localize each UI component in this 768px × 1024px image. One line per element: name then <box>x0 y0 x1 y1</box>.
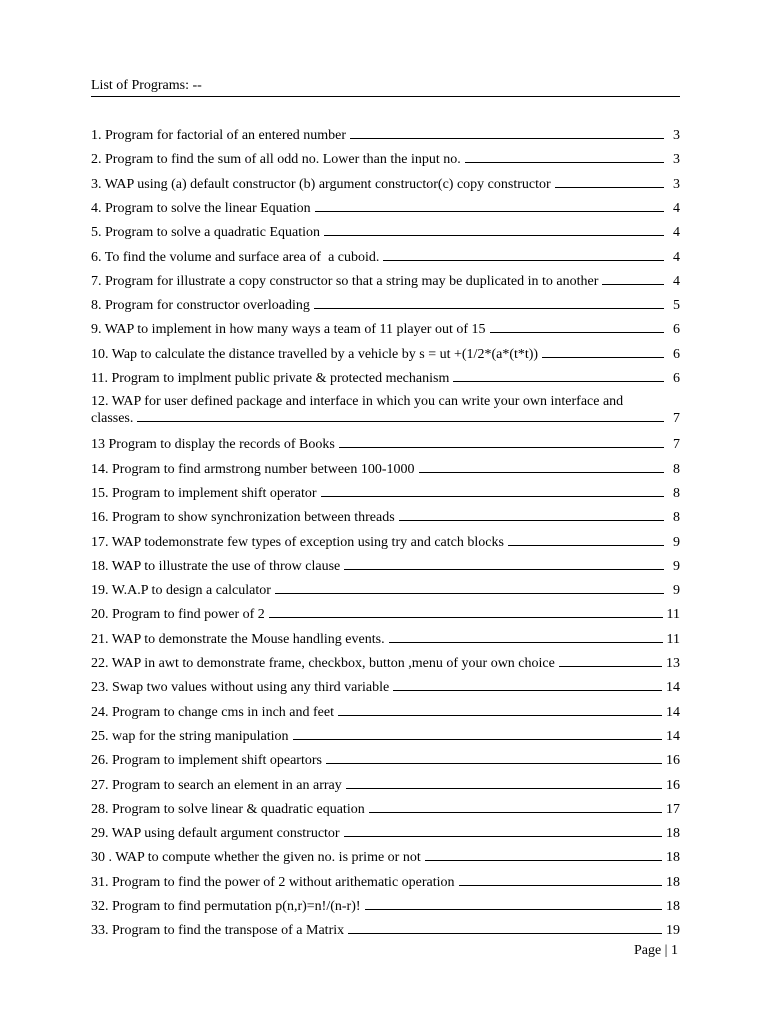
toc-entry-page: 8 <box>673 510 680 526</box>
toc-entry-page: 9 <box>673 534 680 550</box>
toc-entry <box>91 898 680 915</box>
toc-entry-page: 11 <box>666 631 680 647</box>
leader-line <box>559 655 662 667</box>
toc-entry-page: 9 <box>673 583 680 599</box>
leader-line <box>393 679 662 691</box>
toc-entry-title: 21. WAP to demonstrate the Mouse handling events. <box>91 631 385 647</box>
leader-line <box>324 224 664 236</box>
list-title: List of Programs: -- <box>91 78 202 93</box>
toc-entry-page: 3 <box>673 176 680 192</box>
leader-line <box>344 558 664 570</box>
leader-line <box>369 801 662 813</box>
toc-entry <box>91 752 680 769</box>
toc-entry-title: 23. Swap two values without using any third variable <box>91 680 390 696</box>
toc-entry <box>91 874 680 891</box>
toc-entry-page: 8 <box>673 461 680 477</box>
leader-line <box>490 321 664 333</box>
leader-line <box>399 509 664 521</box>
leader-line <box>389 631 663 643</box>
toc-entry-title: 28. Program to solve linear & quadratic equation <box>91 801 365 817</box>
toc-entry-title: 8. Program for constructor overloading <box>91 298 310 314</box>
leader-line <box>315 200 664 212</box>
leader-line <box>269 606 663 618</box>
leader-line <box>602 273 664 285</box>
toc-entry <box>91 922 680 939</box>
toc-entry-title: 17. WAP todemonstrate few types of exception using try and catch blocks <box>91 534 504 550</box>
toc-entry <box>91 582 680 599</box>
toc-entry-title: 3. WAP using (a) default constructor (b) argument constructor(c) copy constructor <box>91 176 551 192</box>
leader-line <box>465 151 664 163</box>
leader-line <box>314 297 664 309</box>
toc-entry <box>91 728 680 745</box>
toc-entry <box>91 777 680 794</box>
leader-line <box>365 898 662 910</box>
toc-entry <box>91 606 680 623</box>
toc-entry-page: 16 <box>666 753 680 769</box>
toc-entry <box>91 461 680 478</box>
toc-entry-title: 16. Program to show synchronization between threads <box>91 510 395 526</box>
toc-entry-title: 25. wap for the string manipulation <box>91 728 289 744</box>
toc-entry <box>91 704 680 721</box>
toc-entry-page: 5 <box>673 298 680 314</box>
toc-entry-title: 30 . WAP to compute whether the given no. is prime or not <box>91 850 421 866</box>
toc-entry <box>91 394 680 427</box>
toc-entry-title: 27. Program to search an element in an array <box>91 777 342 793</box>
leader-line <box>326 752 662 764</box>
leader-line <box>346 777 662 789</box>
toc-entry-title: 15. Program to implement shift operator <box>91 485 317 501</box>
page-footer <box>634 943 678 959</box>
leader-line <box>508 534 664 546</box>
leader-line <box>338 704 662 716</box>
toc-entry <box>91 321 680 338</box>
toc-entry <box>91 825 680 842</box>
toc-entry-page: 18 <box>666 874 680 890</box>
leader-line <box>350 127 664 139</box>
toc-entry <box>91 436 680 453</box>
toc-entry-page: 3 <box>673 152 680 168</box>
toc-entry-page: 4 <box>673 225 680 241</box>
toc-entry-page: 19 <box>666 923 680 939</box>
toc-entry-page: 7 <box>673 437 680 453</box>
leader-line <box>453 370 664 382</box>
leader-line <box>383 249 664 261</box>
toc-entry-title: 2. Program to find the sum of all odd no. Lower than the input no. <box>91 152 461 168</box>
toc-entry-title: 19. W.A.P to design a calculator <box>91 583 271 599</box>
toc-entry-page: 4 <box>673 249 680 265</box>
toc-entry-title: 24. Program to change cms in inch and feet <box>91 704 334 720</box>
toc-entry-title: 13 Program to display the records of Books <box>91 437 335 453</box>
toc-entry-title: 29. WAP using default argument constructor <box>91 826 340 842</box>
toc-entry-page: 14 <box>666 728 680 744</box>
toc-entry-page: 18 <box>666 899 680 914</box>
toc-entry-page: 14 <box>666 704 680 720</box>
toc-entry-page: 6 <box>673 346 680 362</box>
toc-entry-title: 1. Program for factorial of an entered number <box>91 128 347 143</box>
leader-line <box>542 346 664 358</box>
toc-entry-title: 11. Program to implment public private & protected mechanism <box>91 371 450 386</box>
toc-entry <box>91 558 680 575</box>
toc-entry <box>91 370 680 387</box>
toc-entry <box>91 151 680 168</box>
leader-line <box>293 728 662 740</box>
toc-entry-title: 7. Program for illustrate a copy constructor so that a string may be duplicated in to another <box>91 273 599 289</box>
toc-entry-title: 31. Program to find the power of 2 without arithematic operation <box>91 874 455 890</box>
toc-entry-title: 22. WAP in awt to demonstrate frame, checkbox, button ,menu of your own choice <box>91 656 555 671</box>
toc-entry-page: 7 <box>673 411 680 427</box>
toc-entry-title: 6. To find the volume and surface area of a cuboid. <box>91 249 380 265</box>
toc-entry-page: 6 <box>673 322 680 338</box>
toc-entry-title: 4. Program to solve the linear Equation <box>91 200 311 216</box>
toc-entry-title-line1: 12. WAP for user defined package and interface in which you can write your own interface and <box>91 394 624 410</box>
toc-entry-page: 18 <box>666 850 680 866</box>
leader-line <box>344 825 662 837</box>
toc-entry <box>91 801 680 818</box>
leader-line <box>137 410 664 422</box>
toc-entry <box>91 224 680 241</box>
leader-line <box>321 485 664 497</box>
toc-entry <box>91 631 680 648</box>
toc-entry-title: 26. Program to implement shift opeartors <box>91 753 322 769</box>
toc-entry-page: 4 <box>673 200 680 216</box>
toc-entry-page: 17 <box>666 801 680 817</box>
leader-line <box>555 176 664 188</box>
toc-entry <box>91 200 680 217</box>
toc-entry <box>91 346 680 363</box>
toc-entry-title: 33. Program to find the transpose of a Matrix <box>91 923 345 939</box>
leader-line <box>348 922 662 934</box>
toc-entry <box>91 176 680 193</box>
leader-line <box>419 461 665 473</box>
toc-entry <box>91 849 680 866</box>
toc-entry-page: 9 <box>673 558 680 574</box>
leader-line <box>425 849 662 861</box>
toc-entry-title: 9. WAP to implement in how many ways a team of 11 player out of 15 <box>91 322 486 338</box>
toc-entry <box>91 509 680 526</box>
toc-entry <box>91 655 680 672</box>
toc-entry-title: classes. <box>91 411 134 427</box>
toc-entry-title: 5. Program to solve a quadratic Equation <box>91 225 320 241</box>
leader-line <box>459 874 662 886</box>
toc-entry-title: 14. Program to find armstrong number between 100-1000 <box>91 461 415 477</box>
toc-entry-page: 13 <box>666 656 680 671</box>
toc-entry-title: 10. Wap to calculate the distance travelled by a vehicle by s = ut +(1/2*(a*(t*t)) <box>91 346 539 362</box>
toc-entry-page: 8 <box>673 485 680 501</box>
toc-entry-page: 11 <box>666 607 680 623</box>
toc-entry-title: 32. Program to find permutation p(n,r)=n!/(n-r)! <box>91 899 361 914</box>
toc-entry-page: 4 <box>673 273 680 289</box>
toc-entry-page: 18 <box>666 826 680 842</box>
toc-entry <box>91 534 680 551</box>
toc-entry <box>91 679 680 696</box>
page-number: Page | 1 <box>633 943 678 958</box>
leader-line <box>339 436 664 448</box>
toc-entry <box>91 297 680 314</box>
toc-entry <box>91 273 680 290</box>
toc-entry-page: 14 <box>666 680 680 696</box>
toc-entry-page: 6 <box>673 371 680 386</box>
page-header <box>91 78 680 97</box>
toc-entry-page: 3 <box>673 128 680 143</box>
leader-line <box>275 582 664 594</box>
toc-entry <box>91 127 680 144</box>
toc-entry-title: 20. Program to find power of 2 <box>91 607 265 623</box>
toc-entry-page: 16 <box>666 777 680 793</box>
toc-entry <box>91 485 680 502</box>
toc-entry-title: 18. WAP to illustrate the use of throw clause <box>91 558 341 574</box>
toc-entry <box>91 249 680 266</box>
